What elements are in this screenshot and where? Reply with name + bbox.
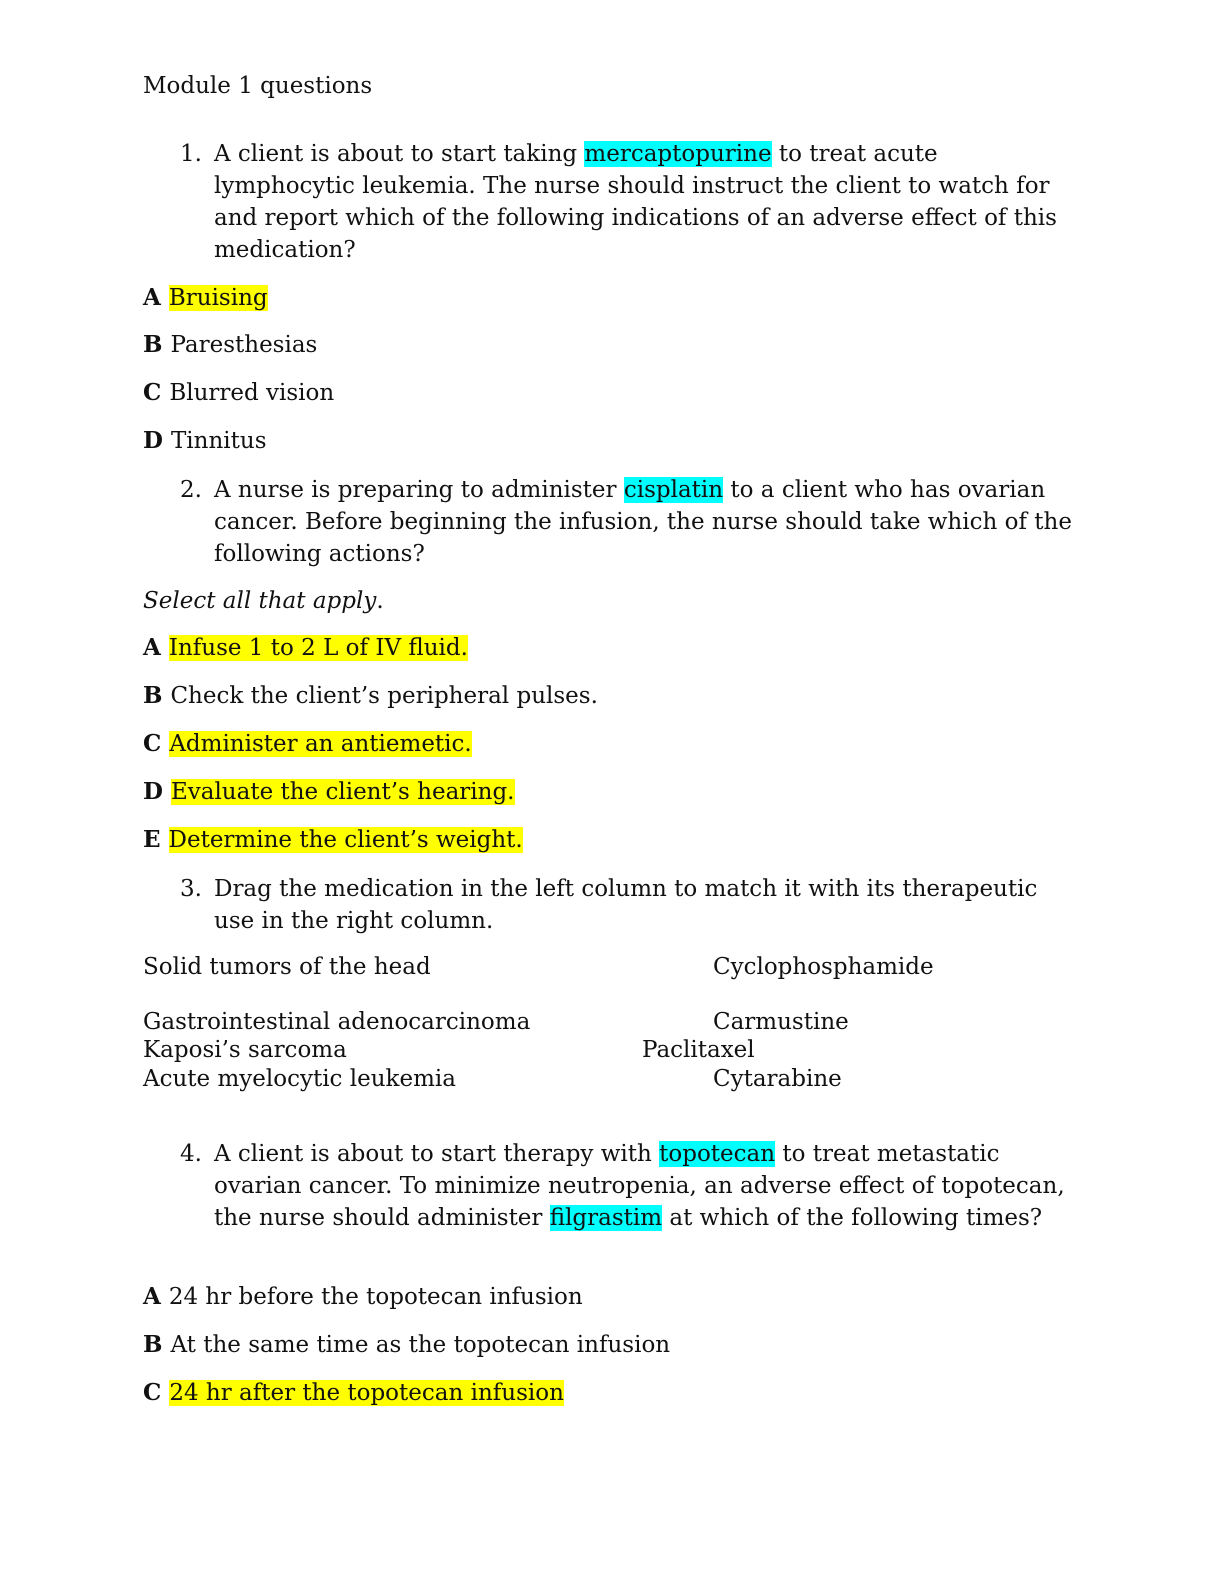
q4-option-a-text: 24 hr before the topotecan infusion [168, 1284, 583, 1310]
q4-option-a: A 24 hr before the topotecan infusion [143, 1283, 583, 1310]
q2-option-b-text: Check the client’s peripheral pulses. [170, 683, 598, 709]
q2-option-b: B Check the client’s peripheral pulses. [143, 682, 598, 709]
page-title: Module 1 questions [143, 73, 373, 99]
q3-right-item-2[interactable]: Carmustine [713, 1009, 849, 1035]
q4-text-middle: to treat metastatic ovarian cancer. To minimize neutropenia, an adverse effect of topotecan, the nurse should administer [214, 1141, 1065, 1231]
q3-number: 3. [180, 876, 202, 902]
q3-right-item-1[interactable]: Cyclophosphamide [713, 954, 934, 980]
q2-option-d: D Evaluate the client’s hearing. [143, 778, 515, 805]
q2-number: 2. [180, 477, 202, 503]
q3-right-item-4[interactable]: Cytarabine [713, 1066, 842, 1092]
q4-text-before: A client is about to start therapy with [214, 1141, 660, 1167]
q1-drug-highlight: mercaptopurine [584, 141, 772, 167]
q1-option-b-text: Paresthesias [170, 332, 318, 358]
q1-text-after: to treat acute lymphocytic leukemia. The nurse should instruct the client to watch for and report which of the following indications of an adverse effect of this medication? [214, 141, 1057, 263]
q2-option-a-text: Infuse 1 to 2 L of IV fluid. [168, 635, 468, 661]
q3-right-item-3[interactable]: Paclitaxel [642, 1037, 755, 1063]
q1-option-c: C Blurred vision [143, 379, 335, 406]
q2-option-c-text: Administer an antiemetic. [169, 731, 472, 757]
q1-option-d: D Tinnitus [143, 427, 267, 454]
q1-text-before: A client is about to start taking [214, 141, 585, 167]
q2-text-before: A nurse is preparing to administer [214, 477, 624, 503]
q3-left-item-2[interactable]: Gastrointestinal adenocarcinoma [143, 1009, 531, 1035]
q4-drug2-highlight: filgrastim [549, 1205, 663, 1231]
q2-option-e: E Determine the client’s weight. [143, 826, 523, 853]
q2-option-e-text: Determine the client’s weight. [168, 827, 523, 853]
q1-option-d-text: Tinnitus [170, 428, 267, 454]
q4-option-c: C 24 hr after the topotecan infusion [143, 1379, 564, 1406]
q4-text [214, 1138, 1074, 1234]
q3-left-item-4[interactable]: Acute myelocytic leukemia [143, 1066, 456, 1092]
q2-text-after: to a client who has ovarian cancer. Before beginning the infusion, the nurse should take which of the following actions? [214, 477, 1072, 567]
q1-option-a-text: Bruising [168, 285, 268, 311]
q2-text [214, 474, 1074, 570]
q1-option-b: B Paresthesias [143, 331, 318, 358]
q4-option-b-text: At the same time as the topotecan infusion [170, 1332, 671, 1358]
q2-option-a: A Infuse 1 to 2 L of IV fluid. [143, 634, 468, 661]
q3-text: Drag the medication in the left column to match it with its therapeutic use in the right column. [214, 876, 1038, 934]
q4-drug1-highlight: topotecan [659, 1141, 776, 1167]
q4-option-c-text: 24 hr after the topotecan infusion [169, 1380, 564, 1406]
q4-text-after: at which of the following times? [662, 1205, 1043, 1231]
q3-left-item-1[interactable]: Solid tumors of the head [143, 954, 431, 980]
q2-option-c: C Administer an antiemetic. [143, 730, 472, 757]
q2-option-d-text: Evaluate the client’s hearing. [170, 779, 515, 805]
q4-number: 4. [180, 1141, 202, 1167]
q2-drug-highlight: cisplatin [623, 477, 724, 503]
q2-instruction: Select all that apply. [143, 588, 384, 614]
q1-option-a: A Bruising [143, 284, 268, 311]
q4-option-b: B At the same time as the topotecan infusion [143, 1331, 671, 1358]
q3-left-item-3[interactable]: Kaposi’s sarcoma [143, 1037, 347, 1063]
q1-number: 1. [180, 141, 202, 167]
q1-text [214, 138, 1074, 266]
q1-option-c-text: Blurred vision [169, 380, 335, 406]
